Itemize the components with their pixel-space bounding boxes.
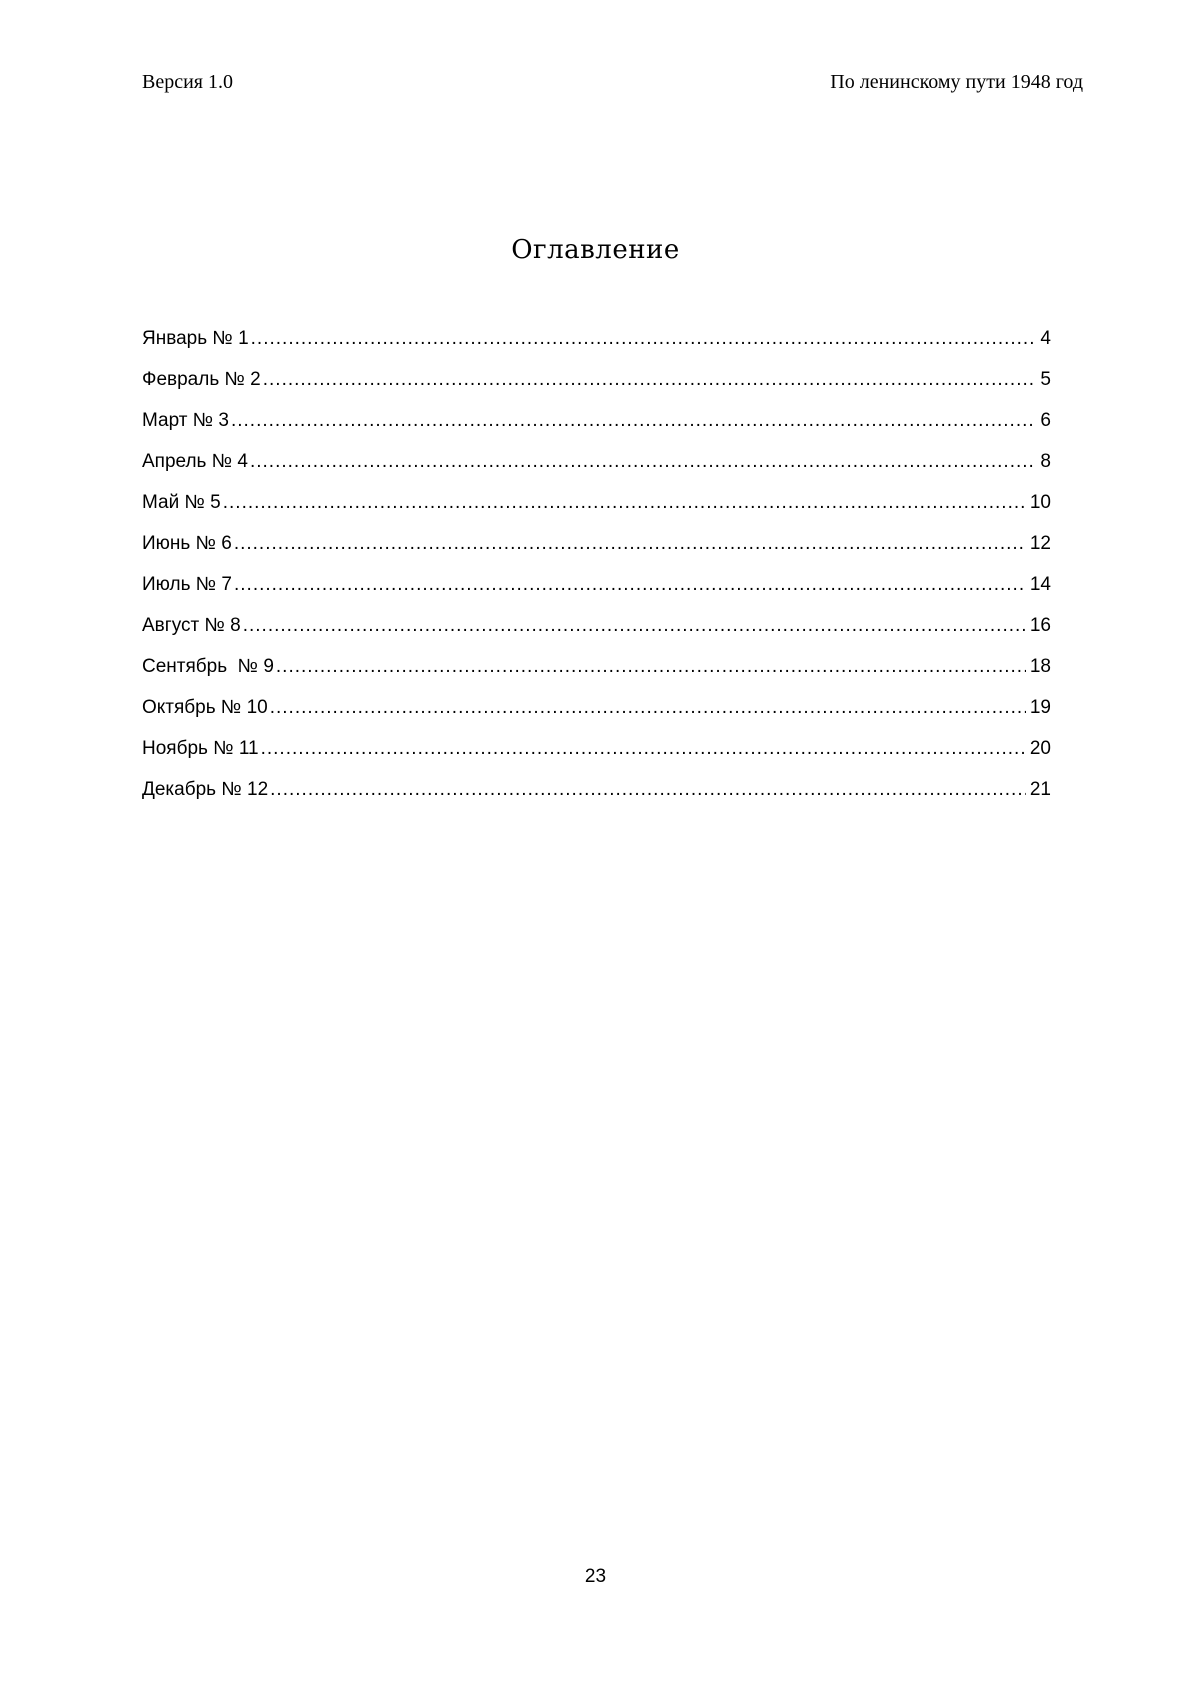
toc-dot-leader bbox=[261, 737, 1026, 761]
toc-entry-page: 14 bbox=[1029, 574, 1051, 595]
toc-dot-leader bbox=[223, 491, 1026, 515]
toc-entry-label: Февраль № 2 bbox=[142, 369, 261, 390]
toc-entry-page: 16 bbox=[1029, 615, 1051, 636]
toc-entry-page: 18 bbox=[1029, 656, 1051, 677]
toc-entry-label: Август № 8 bbox=[142, 615, 241, 636]
toc-dot-leader bbox=[231, 409, 1036, 433]
toc-entry-december[interactable] bbox=[142, 778, 1051, 819]
toc-dot-leader bbox=[234, 573, 1026, 597]
toc-entry-label: Октябрь № 10 bbox=[142, 697, 268, 718]
toc-entry-label: Июнь № 6 bbox=[142, 533, 232, 554]
toc-entry-label: Декабрь № 12 bbox=[142, 779, 269, 800]
toc-entry-january[interactable] bbox=[142, 327, 1051, 368]
toc-entry-page: 5 bbox=[1040, 369, 1051, 390]
toc-entry-page: 4 bbox=[1040, 328, 1051, 349]
toc-entry-page: 20 bbox=[1029, 738, 1051, 759]
toc-entry-label: Июль № 7 bbox=[142, 574, 232, 595]
toc-entry-label: Май № 5 bbox=[142, 492, 221, 513]
toc-entry-label: Март № 3 bbox=[142, 410, 229, 431]
toc-entry-page: 6 bbox=[1040, 410, 1051, 431]
header-document-title: По ленинскому пути 1948 год bbox=[830, 71, 1083, 93]
toc-entry-label: Сентябрь № 9 bbox=[142, 656, 274, 677]
toc-dot-leader bbox=[263, 368, 1037, 392]
toc-entry-november[interactable] bbox=[142, 737, 1051, 778]
toc-list bbox=[142, 327, 1051, 819]
toc-dot-leader bbox=[270, 696, 1026, 720]
toc-dot-leader bbox=[250, 450, 1036, 474]
toc-dot-leader bbox=[234, 532, 1026, 556]
toc-entry-march[interactable] bbox=[142, 409, 1051, 450]
toc-entry-page: 10 bbox=[1029, 492, 1051, 513]
toc-dot-leader bbox=[251, 327, 1037, 351]
toc-title: Оглавление bbox=[511, 235, 680, 265]
toc-entry-july[interactable] bbox=[142, 573, 1051, 614]
toc-entry-august[interactable] bbox=[142, 614, 1051, 655]
toc-entry-page: 21 bbox=[1029, 779, 1051, 800]
toc-entry-october[interactable] bbox=[142, 696, 1051, 737]
page-number: 23 bbox=[584, 1566, 607, 1587]
toc-dot-leader bbox=[276, 655, 1026, 679]
toc-entry-page: 12 bbox=[1029, 533, 1051, 554]
toc-entry-may[interactable] bbox=[142, 491, 1051, 532]
toc-entry-june[interactable] bbox=[142, 532, 1051, 573]
toc-entry-february[interactable] bbox=[142, 368, 1051, 409]
toc-entry-label: Ноябрь № 11 bbox=[142, 738, 259, 759]
toc-entry-april[interactable] bbox=[142, 450, 1051, 491]
toc-dot-leader bbox=[243, 614, 1026, 638]
toc-entry-page: 8 bbox=[1040, 451, 1051, 472]
toc-entry-label: Апрель № 4 bbox=[142, 451, 248, 472]
toc-entry-label: Январь № 1 bbox=[142, 328, 249, 349]
toc-entry-page: 19 bbox=[1029, 697, 1051, 718]
toc-dot-leader bbox=[270, 778, 1026, 802]
toc-entry-september[interactable] bbox=[142, 655, 1051, 696]
header-version: Версия 1.0 bbox=[142, 71, 233, 93]
